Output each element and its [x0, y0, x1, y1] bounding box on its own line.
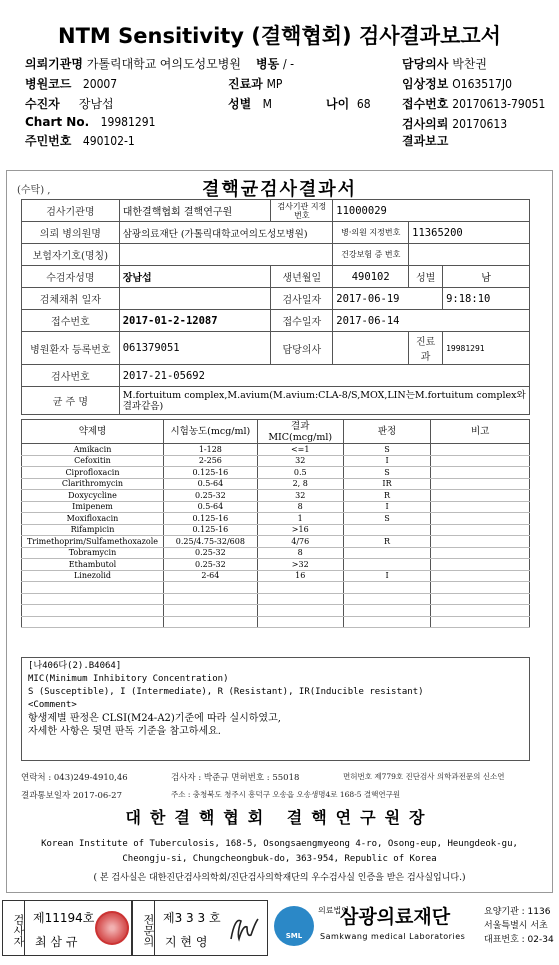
drug-cell: Cefoxitin [22, 455, 164, 467]
info-label: 의뢰 병의원명 [22, 222, 120, 244]
header-field: 주민번호 490102-1 [25, 134, 135, 148]
notes-mic: MIC(Minimum Inhibitory Concentration) [28, 674, 229, 684]
info-label: 검사번호 [22, 365, 120, 387]
drug-cell: 0.25-32 [163, 559, 257, 571]
drug-row [22, 513, 530, 525]
empty-cell [343, 605, 431, 617]
info-label: 성별 [409, 266, 443, 288]
header-field: 결과보고 [402, 134, 449, 148]
organism-value: M.fortuitum complex,M.avium(M.avium:CLA-8/S,MOX,LIN는M.fortuitum complex와결과같음) [119, 387, 529, 415]
sml-logo-icon: SML [274, 906, 314, 946]
drug-cell [431, 513, 530, 525]
drug-cell: 32 [257, 490, 343, 502]
specialist-signature-box [132, 900, 268, 956]
empty-cell [22, 593, 164, 605]
institute-address-en: Korean Institute of Tuberculosis, 168-5, Osongsaengmyeong 4-ro, Osong-eup, Heungdeok-gu, [41, 839, 518, 849]
footer-report-date: 결과통보일자 2017-06-27 [21, 791, 122, 801]
drug-cell: 2-64 [163, 570, 257, 582]
notes-comment: 항생제별 판정은 CLSI(M24-A2)기준에 따라 실시하였고, [28, 713, 281, 724]
header-field: 임상정보 O163517J0 [402, 77, 512, 91]
column-header: 약제명 [22, 420, 164, 444]
drug-cell [343, 559, 431, 571]
examiner-signature-box [2, 900, 132, 956]
info-label: 검체채취 일자 [22, 288, 120, 310]
info-label: 검사기관명 [22, 200, 120, 222]
drug-cell: Rifampicin [22, 524, 164, 536]
drug-cell: 2, 8 [257, 478, 343, 490]
info-value: 11000029 [333, 200, 530, 222]
drug-row [22, 536, 530, 548]
info-label: 접수일자 [271, 310, 333, 332]
info-value: 남 [443, 266, 530, 288]
footer-contact: 연락처 : 043)249-4910,46 [21, 773, 128, 783]
scanned-report [6, 170, 553, 893]
drug-cell [431, 455, 530, 467]
drug-cell: Amikacin [22, 444, 164, 456]
info-label: 수검자성명 [22, 266, 120, 288]
notes-code: [나406다(2).B4064] [28, 661, 122, 671]
drug-cell [343, 524, 431, 536]
empty-cell [163, 582, 257, 594]
info-value [333, 332, 409, 365]
drug-cell: 8 [257, 547, 343, 559]
empty-cell [163, 593, 257, 605]
examiner-license: 제11194호 [33, 911, 95, 925]
patient-info-table [21, 199, 530, 415]
drug-cell: Imipenem [22, 501, 164, 513]
drug-cell [431, 467, 530, 479]
empty-cell [343, 582, 431, 594]
drug-cell: Trimethoprim/Sulfamethoxazole [22, 536, 164, 548]
empty-cell [22, 582, 164, 594]
info-label: 병·의원 지정번호 [333, 222, 409, 244]
header-field: 검사의뢰 20170613 [402, 117, 508, 131]
empty-cell [343, 593, 431, 605]
empty-cell [431, 593, 530, 605]
examiner-name: 최 삼 규 [35, 935, 78, 949]
drug-row [22, 490, 530, 502]
header-field: 나이 68 [326, 97, 371, 111]
info-label: 생년월일 [271, 266, 333, 288]
foundation-info: 대표번호 : 02-34 [484, 935, 554, 945]
info-value: 대한결핵협회 결핵연구원 [119, 200, 271, 222]
drug-cell: Ethambutol [22, 559, 164, 571]
drug-cell: I [343, 455, 431, 467]
drug-cell [431, 478, 530, 490]
drug-cell [431, 524, 530, 536]
drug-cell: >16 [257, 524, 343, 536]
empty-cell [163, 605, 257, 617]
info-value [409, 244, 530, 266]
drug-row [22, 455, 530, 467]
header-field: 병동 / - [256, 57, 294, 71]
foundation-name: 삼광의료재단 [340, 906, 451, 928]
info-value: 삼광의료재단 (가톨릭대학교여의도성모병원) [119, 222, 333, 244]
info-value: 2017-01-2-12087 [119, 310, 271, 332]
drug-row [22, 524, 530, 536]
drug-row [22, 478, 530, 490]
drug-cell: Tobramycin [22, 547, 164, 559]
drug-cell [431, 501, 530, 513]
drug-row [22, 559, 530, 571]
drug-cell: 4/76 [257, 536, 343, 548]
empty-cell [257, 605, 343, 617]
empty-cell [257, 593, 343, 605]
notes-box [21, 657, 530, 761]
page-title: NTM Sensitivity (결핵협회) 검사결과보고서 [58, 24, 501, 48]
empty-row [22, 582, 530, 594]
examiner-seal-icon [95, 911, 129, 945]
drug-cell: 2-256 [163, 455, 257, 467]
drug-cell: I [343, 501, 431, 513]
empty-cell [257, 582, 343, 594]
drug-cell [431, 444, 530, 456]
drug-cell: 1-128 [163, 444, 257, 456]
empty-row [22, 605, 530, 617]
footer-license: 면허번호 제779호 진단검사 의학과전문의 신소연 [343, 772, 505, 781]
header-field: 수진자 장남섭 [25, 97, 114, 111]
specialist-name: 지 현 영 [165, 935, 208, 949]
empty-cell [163, 616, 257, 628]
info-value: 490102 [333, 266, 409, 288]
drug-cell: R [343, 536, 431, 548]
notes-comment-label: <Comment> [28, 700, 77, 710]
certification-note: ( 본 검사실은 대한진단검사의학회/진단검사의학재단의 우수검사실 인증을 받은 검사실입니다.) [93, 873, 466, 883]
drug-cell: Clarithromycin [22, 478, 164, 490]
drug-cell: 0.125-16 [163, 467, 257, 479]
drug-cell [431, 490, 530, 502]
info-value: 2017-06-14 [333, 310, 530, 332]
drug-cell: 0.125-16 [163, 524, 257, 536]
specialist-license: 제3 3 3 호 [163, 911, 221, 925]
drug-cell: Doxycycline [22, 490, 164, 502]
drug-cell: 32 [257, 455, 343, 467]
column-header: 시험농도(mcg/ml) [163, 420, 257, 444]
header-field: 병원코드 20007 [25, 77, 118, 91]
foundation-small-label: 의료법인 [318, 906, 349, 915]
foundation-info: 서울특별시 서초 [484, 921, 548, 931]
info-value: 11365200 [409, 222, 530, 244]
drug-cell: S [343, 444, 431, 456]
institute-address-en: Cheongju-si, Chungcheongbuk-do, 363-954, Republic of Korea [122, 854, 437, 864]
signature-bar [0, 898, 559, 960]
foundation-english: Samkwang medical Laboratories [320, 932, 466, 941]
drug-cell: 0.5-64 [163, 478, 257, 490]
drug-cell: Moxifloxacin [22, 513, 164, 525]
empty-cell [431, 582, 530, 594]
form-tag: (수탁) , [17, 185, 51, 196]
drug-cell [431, 570, 530, 582]
specialist-vertical-label: 전문의 [133, 901, 155, 955]
empty-cell [343, 616, 431, 628]
drug-row [22, 501, 530, 513]
info-value [119, 244, 333, 266]
info-label: 병원환자 등록번호 [22, 332, 120, 365]
info-label: 담당의사 [271, 332, 333, 365]
foundation-info: 요양기관 : 1136 [484, 907, 551, 917]
info-label: 균 주 명 [22, 387, 120, 415]
drug-row [22, 467, 530, 479]
drug-cell: IR [343, 478, 431, 490]
drug-cell: S [343, 513, 431, 525]
info-label: 진료과 [409, 332, 443, 365]
header-field: 의뢰기관명 가톨릭대학교 여의도성모병원 [25, 57, 241, 71]
info-label: 검사기관 지정번호 [271, 200, 333, 222]
header-field: 접수번호 20170613-79051 [402, 97, 546, 111]
info-label: 보험자기호(명칭) [22, 244, 120, 266]
notes-comment: 자세한 사항은 뒷면 판독 기준을 참고하세요. [28, 726, 221, 737]
footer-examiner: 검사자 : 박준규 면허번호 : 55018 [171, 773, 300, 783]
column-header: 결과 MIC(mcg/ml) [257, 420, 343, 444]
header-field: 진료과 MP [228, 77, 283, 91]
drug-cell: Linezolid [22, 570, 164, 582]
drug-row [22, 547, 530, 559]
empty-cell [431, 605, 530, 617]
empty-cell [257, 616, 343, 628]
empty-row [22, 593, 530, 605]
info-value: 061379051 [119, 332, 271, 365]
drug-row [22, 570, 530, 582]
empty-cell [22, 605, 164, 617]
examiner-vertical-label: 검사자 [3, 901, 25, 955]
drug-cell: 16 [257, 570, 343, 582]
info-value: 9:18:10 [443, 288, 530, 310]
drug-cell [431, 547, 530, 559]
info-label: 검사일자 [271, 288, 333, 310]
drug-cell: 0.5 [257, 467, 343, 479]
info-value: 2017-06-19 [333, 288, 443, 310]
drug-cell [431, 536, 530, 548]
drug-cell: R [343, 490, 431, 502]
drug-cell: 0.25-32 [163, 547, 257, 559]
info-value: 장남섭 [119, 266, 271, 288]
drug-cell: 1 [257, 513, 343, 525]
info-value: 2017-21-05692 [119, 365, 529, 387]
drug-cell: S [343, 467, 431, 479]
empty-cell [22, 616, 164, 628]
notes-legend: S (Susceptible), I (Intermediate), R (Resistant), IR(Inducible resistant) [28, 687, 424, 697]
info-label: 접수번호 [22, 310, 120, 332]
drug-cell: <=1 [257, 444, 343, 456]
drug-cell: 0.25/4.75-32/608 [163, 536, 257, 548]
drug-cell: >32 [257, 559, 343, 571]
info-label: 건강보험 증 번호 [333, 244, 409, 266]
drug-cell: 0.5-64 [163, 501, 257, 513]
drug-cell: Ciprofloxacin [22, 467, 164, 479]
drug-cell: I [343, 570, 431, 582]
empty-row [22, 616, 530, 628]
institute-name: 대한결핵협회 결핵연구원장 [125, 808, 434, 827]
column-header: 비고 [431, 420, 530, 444]
drug-row [22, 444, 530, 456]
info-value: 19981291 [443, 332, 530, 365]
drug-cell [343, 547, 431, 559]
column-header: 판정 [343, 420, 431, 444]
drug-susceptibility-table [21, 419, 530, 628]
info-value [119, 288, 271, 310]
drug-cell: 8 [257, 501, 343, 513]
report-title: 결핵균검사결과서 [201, 179, 358, 200]
footer-address: 주소 : 충청북도 청주시 흥덕구 오송읍 오송생명4로 168-5 결핵연구원 [171, 790, 401, 799]
header-field: 담당의사 박찬권 [402, 57, 487, 71]
drug-cell: 0.25-32 [163, 490, 257, 502]
drug-cell [431, 559, 530, 571]
header-field: 성별 M [228, 97, 272, 111]
empty-cell [431, 616, 530, 628]
drug-cell: 0.125-16 [163, 513, 257, 525]
header-field: Chart No. 19981291 [25, 115, 156, 129]
handwritten-signature-icon [225, 911, 261, 945]
